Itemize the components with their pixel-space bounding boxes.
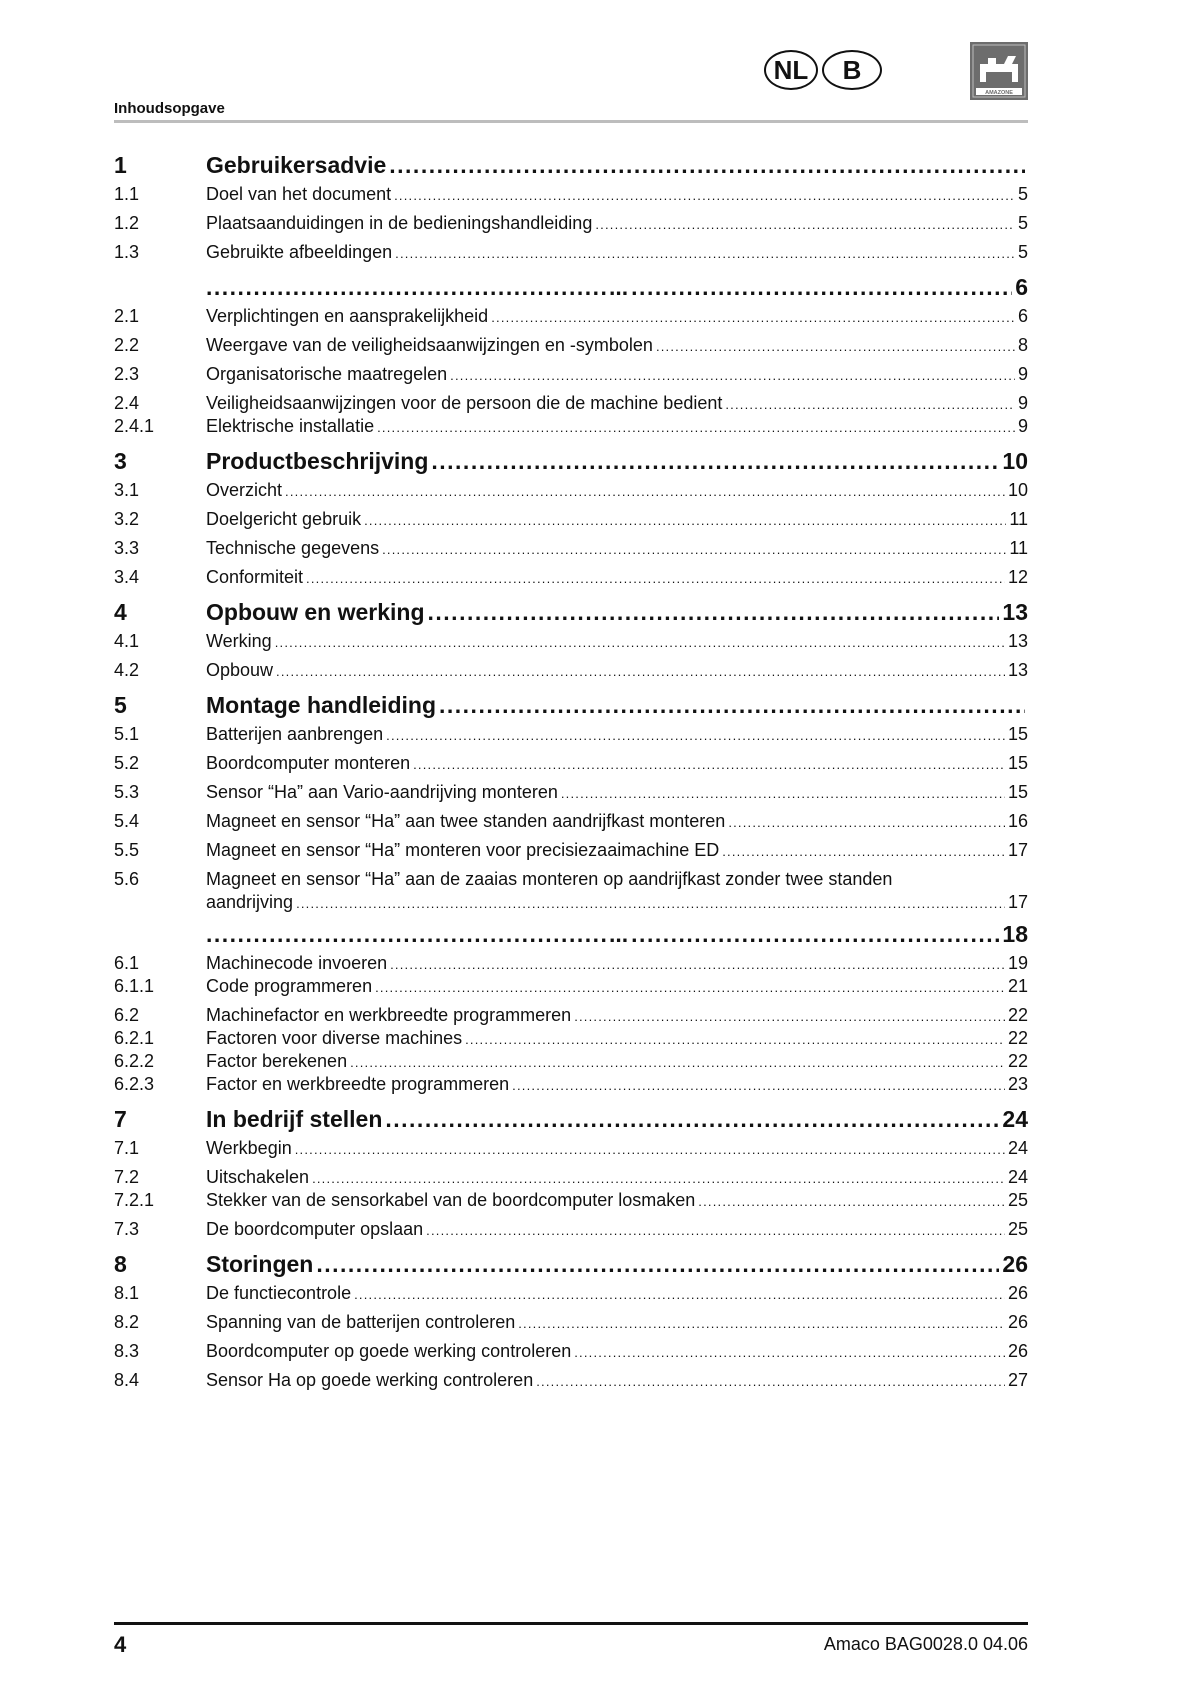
toc-entry[interactable]: [114, 1005, 1028, 1028]
toc-entry-number: 8: [114, 1251, 127, 1277]
toc-leader-dots: [574, 1345, 1005, 1360]
footer-page-number: 4: [114, 1632, 127, 1657]
toc-entry-title: Opbouw en werking: [206, 599, 425, 625]
toc-entry-page: 15: [1007, 782, 1028, 802]
toc-entry-page: 15: [1007, 724, 1028, 744]
logo-text: AMAZONE: [985, 90, 1013, 96]
toc-entry-title-continued: aandrijving: [206, 892, 294, 912]
toc-leader-dots: [394, 188, 1015, 203]
toc-chapter[interactable]: [114, 692, 1028, 724]
toc-entry-page: 26: [1007, 1312, 1028, 1332]
toc-entry[interactable]: [114, 1283, 1028, 1312]
toc-entry-title: Overzicht: [206, 480, 283, 500]
toc-entry-title: Magneet en sensor “Ha” aan de zaaias monteren op aandrijfkast zonder twee standen: [206, 869, 893, 889]
toc-leader-dots: [386, 728, 1005, 743]
toc-entry-number: 5.3: [114, 782, 140, 802]
toc-entry-page: 27: [1007, 1370, 1028, 1390]
toc-entry-page: 23: [1007, 1074, 1028, 1094]
toc-entry-page: 21: [1007, 976, 1028, 996]
toc-entry-page: 11: [1009, 538, 1028, 558]
toc-entry-title: Doel van het document: [206, 184, 392, 204]
toc-entry-title: Werkbegin: [206, 1138, 292, 1158]
toc-entry-page: 13: [1007, 631, 1028, 651]
toc-entry-number: 8.2: [114, 1312, 140, 1332]
toc-leader-dots: [350, 1055, 1005, 1070]
toc-entry-title: Technische gegevens: [206, 538, 380, 558]
toc-entry[interactable]: [114, 660, 1028, 689]
toc-entry-number: 2.3: [114, 364, 140, 384]
toc-leader-dots: [354, 1287, 1005, 1302]
toc-entry-page: 6: [1017, 306, 1028, 326]
toc-leader-dots: [595, 217, 1015, 232]
toc-entry-page: 9: [1017, 393, 1028, 413]
toc-leader-dots: [722, 844, 1005, 859]
toc-entry-title: Boordcomputer monteren: [206, 753, 411, 773]
toc-entry-title: Plaatsaanduidingen in de bedieningshandleiding: [206, 213, 593, 233]
toc-entry-number: 7.1: [114, 1138, 140, 1158]
toc-entry-number: 1.3: [114, 242, 140, 262]
toc-entry-page: 25: [1007, 1219, 1028, 1239]
toc-entry-page: 5: [1017, 213, 1028, 233]
toc-entry-title: Factor en werkbreedte programmeren: [206, 1074, 510, 1094]
toc-leader-dots: [296, 896, 1005, 911]
toc-leader-dots: [631, 274, 1012, 301]
toc-entry-number: 4.1: [114, 631, 140, 651]
toc-entry-title: Machinecode invoeren: [206, 953, 388, 973]
toc-entry[interactable]: [114, 1190, 1028, 1219]
toc-leader-dots: [385, 1106, 999, 1133]
toc-entry-title: De functiecontrole: [206, 1283, 352, 1303]
toc-entry-page: 5: [1017, 242, 1028, 262]
toc-leader-dots: [306, 571, 1005, 586]
toc-entry[interactable]: [114, 393, 1028, 416]
toc-entry-number: 5.4: [114, 811, 140, 831]
toc-entry-number: 3.4: [114, 567, 140, 587]
toc-entry[interactable]: [114, 364, 1028, 393]
toc-entry-number: 3.1: [114, 480, 140, 500]
toc-entry-number: 6.1.1: [114, 976, 155, 996]
toc-entry[interactable]: [114, 242, 1028, 271]
toc-entry[interactable]: [114, 869, 1028, 918]
toc-leader-dots: [698, 1194, 1005, 1209]
toc-leader-dots: [491, 310, 1015, 325]
toc-entry-page: 13: [1002, 599, 1028, 625]
toc-entry-page: 15: [1007, 753, 1028, 773]
toc-entry-page: 9: [1017, 416, 1028, 436]
toc-entry-title: Factoren voor diverse machines: [206, 1028, 463, 1048]
toc-entry-page: 18: [1002, 921, 1028, 947]
toc-leader-dots: [285, 484, 1005, 499]
toc-leader-dots: [431, 448, 999, 475]
toc-entry[interactable]: [114, 724, 1028, 753]
toc-entry-number: 8.3: [114, 1341, 140, 1361]
toc-chapter[interactable]: [114, 274, 1028, 306]
toc-entry-title: Factor berekenen: [206, 1051, 348, 1071]
toc-entry-title: Sensor Ha op goede werking controleren: [206, 1370, 534, 1390]
toc-entry-title: ...: [609, 921, 629, 947]
toc-entry[interactable]: [114, 213, 1028, 242]
toc-entry-title: Machinefactor en werkbreedte programmeren: [206, 1005, 572, 1025]
toc-leader-dots: [561, 786, 1005, 801]
toc-leader-dots: [725, 397, 1015, 412]
toc-entry-number: 7: [114, 1106, 127, 1132]
toc-entry-title: Spanning van de batterijen controleren: [206, 1312, 516, 1332]
toc-entry-number: 6.1: [114, 953, 140, 973]
lang-badge-nl: NL: [764, 50, 818, 90]
toc-entry-number: 3.3: [114, 538, 140, 558]
toc-entry-title: Productbeschrijving: [206, 448, 429, 474]
toc-entry-number: 5.1: [114, 724, 140, 744]
toc-entry[interactable]: [114, 1074, 1028, 1103]
toc-entry-page: 26: [1002, 1251, 1028, 1277]
toc-entry-page: 12: [1007, 567, 1028, 587]
header-rule: [114, 120, 1028, 123]
toc-chapter[interactable]: [114, 448, 1028, 480]
toc-entry-page: 22: [1007, 1028, 1028, 1048]
toc-entry[interactable]: [114, 1219, 1028, 1248]
toc-entry-number: 8.1: [114, 1283, 140, 1303]
toc-entry-page: 5: [1017, 184, 1028, 204]
toc-entry-title: Veiligheidsaanwijzingen voor de persoon die de machine bedient: [206, 393, 723, 413]
toc-entry-number: 1.2: [114, 213, 140, 233]
toc-entry-title: Verplichtingen en aansprakelijkheid: [206, 306, 489, 326]
amazone-logo-icon: [970, 42, 1028, 100]
toc-chapter[interactable]: [114, 1251, 1028, 1283]
toc-entry-page: 24: [1002, 1106, 1028, 1132]
toc-entry-number: 2.4.1: [114, 416, 155, 436]
toc-leader-dots: [428, 599, 1000, 626]
toc-entry[interactable]: [114, 1051, 1028, 1074]
toc-entry-title: Magneet en sensor “Ha” monteren voor precisiezaaimachine ED: [206, 840, 720, 860]
toc-chapter[interactable]: [114, 921, 1028, 953]
toc-entry-number: 1.1: [114, 184, 140, 204]
toc-entry-number: 1: [114, 152, 127, 178]
toc-chapter[interactable]: [114, 1106, 1028, 1138]
toc-entry-title: Uitschakelen: [206, 1167, 310, 1187]
toc-leader-dots: [413, 757, 1005, 772]
toc-entry-title: Gebruikte afbeeldingen: [206, 242, 393, 262]
toc-entry-title: ...: [609, 274, 629, 300]
toc-leader-dots: [395, 246, 1015, 261]
footer-document-reference: Amaco BAG0028.0 04.06: [823, 1634, 1028, 1654]
toc-leader-dots: [426, 1223, 1005, 1238]
toc-entry-title: Gebruikersadvie: [206, 152, 387, 178]
toc-entry-title: Batterijen aanbrengen: [206, 724, 384, 744]
toc-entry-title: Storingen: [206, 1251, 314, 1277]
toc-entry-title: Elektrische installatie: [206, 416, 375, 436]
language-badges: [764, 50, 882, 90]
toc-leader-dots: [574, 1009, 1005, 1024]
toc-entry-title: Sensor “Ha” aan Vario-aandrijving monteren: [206, 782, 558, 802]
toc-entry[interactable]: [114, 416, 1028, 445]
toc-leader-dots: [382, 542, 1006, 557]
toc-entry-page: 11: [1009, 509, 1028, 529]
toc-entry-title: Boordcomputer op goede werking controleren: [206, 1341, 572, 1361]
toc-entry[interactable]: [114, 1312, 1028, 1341]
toc-entry[interactable]: [114, 631, 1028, 660]
toc-entry-number: 6.2: [114, 1005, 140, 1025]
toc-entry-number: 2.1: [114, 306, 140, 326]
toc-entry-page: 9: [1017, 364, 1028, 384]
toc-leader-dots: [389, 152, 1025, 179]
toc-leader-dots: [450, 368, 1015, 383]
toc-leader-dots: [439, 692, 1025, 719]
toc-entry[interactable]: [114, 538, 1028, 567]
toc-leader-dots: [656, 339, 1015, 354]
toc-entry-title: Opbouw: [206, 660, 274, 680]
toc-entry-title: Weergave van de veiligheidsaanwijzingen en -symbolen: [206, 335, 653, 355]
toc-leader-dots: [536, 1374, 1005, 1389]
toc-entry-number: 2.2: [114, 335, 140, 355]
toc-entry-page: 8: [1017, 335, 1028, 355]
toc-entry-number: 5: [114, 692, 127, 718]
toc-entry-page: 26: [1007, 1283, 1028, 1303]
toc-entry[interactable]: [114, 335, 1028, 364]
toc-entry-number: 6.2.2: [114, 1051, 155, 1071]
toc-entry-number: 7.2: [114, 1167, 140, 1187]
toc-entry[interactable]: [114, 1370, 1028, 1399]
lang-badge-b: B: [822, 50, 882, 90]
toc-leader-dots: [295, 1142, 1005, 1157]
toc-entry-title: Code programmeren: [206, 976, 373, 996]
toc-leader-dots: [518, 1316, 1005, 1331]
toc-leader-dots: [276, 664, 1005, 679]
toc-entry-number: 4.2: [114, 660, 140, 680]
toc-entry-title: Organisatorische maatregelen: [206, 364, 448, 384]
toc-entry-number: 4: [114, 599, 127, 625]
toc-entry-number: 7.3: [114, 1219, 140, 1239]
toc-entry-number: 7.2.1: [114, 1190, 155, 1210]
toc-entry[interactable]: [114, 567, 1028, 596]
toc-entry-number: 3: [114, 448, 127, 474]
toc-leader-dots: [275, 635, 1005, 650]
toc-leader-dots: [390, 957, 1005, 972]
toc-leader-dots: [377, 420, 1015, 435]
toc-entry[interactable]: [114, 509, 1028, 538]
toc-entry-title: Montage handleiding: [206, 692, 436, 718]
toc-leader-dots: [375, 980, 1005, 995]
toc-entry-page: 10: [1007, 480, 1028, 500]
toc-entry[interactable]: [114, 306, 1028, 335]
table-of-contents: [114, 152, 1028, 1399]
footer-rule: [114, 1622, 1028, 1625]
toc-entry-number: 5.5: [114, 840, 140, 860]
toc-entry-page: 26: [1007, 1341, 1028, 1361]
toc-entry-number: 8.4: [114, 1370, 140, 1390]
toc-leader-dots: [728, 815, 1005, 830]
toc-chapter[interactable]: [114, 599, 1028, 631]
toc-entry[interactable]: [114, 1167, 1028, 1190]
toc-entry-page: 19: [1007, 953, 1028, 973]
toc-entry[interactable]: [114, 1138, 1028, 1167]
toc-chapter[interactable]: [114, 152, 1028, 184]
toc-entry-number: 3.2: [114, 509, 140, 529]
toc-entry-title: Magneet en sensor “Ha” aan twee standen aandrijfkast monteren: [206, 811, 726, 831]
toc-entry-title: Werking: [206, 631, 272, 651]
toc-entry-page: 17: [1007, 840, 1028, 860]
toc-entry[interactable]: [114, 976, 1028, 1005]
toc-leader-dots: [631, 921, 999, 948]
toc-leader-dots: [512, 1078, 1005, 1093]
toc-entry[interactable]: [114, 840, 1028, 869]
toc-entry-page: 6: [1015, 274, 1028, 300]
toc-entry-page: 24: [1007, 1138, 1028, 1158]
toc-entry-title: Doelgericht gebruik: [206, 509, 362, 529]
toc-leader-dots: [465, 1032, 1005, 1047]
toc-entry-title: In bedrijf stellen: [206, 1106, 383, 1132]
toc-entry-number: 6.2.1: [114, 1028, 155, 1048]
toc-leader-dots: [316, 1251, 999, 1278]
section-label: Inhoudsopgave: [114, 100, 225, 117]
toc-entry-number: 6.2.3: [114, 1074, 155, 1094]
toc-entry[interactable]: [114, 811, 1028, 840]
toc-entry-page: 24: [1007, 1167, 1028, 1187]
toc-leader-dots: [364, 513, 1006, 528]
toc-entry-page: 16: [1007, 811, 1028, 831]
toc-leader-dots: [312, 1171, 1005, 1186]
toc-entry[interactable]: [114, 480, 1028, 509]
toc-entry-number: 5.6: [114, 869, 140, 889]
toc-entry-number: 5.2: [114, 753, 140, 773]
toc-entry[interactable]: [114, 782, 1028, 811]
toc-entry[interactable]: [114, 1341, 1028, 1370]
toc-entry[interactable]: [114, 753, 1028, 782]
toc-entry-page: 22: [1007, 1005, 1028, 1025]
toc-entry-page: 22: [1007, 1051, 1028, 1071]
toc-entry-number: 2.4: [114, 393, 140, 413]
toc-entry-title: De boordcomputer opslaan: [206, 1219, 424, 1239]
toc-entry[interactable]: [114, 1028, 1028, 1051]
toc-entry-title: Conformiteit: [206, 567, 304, 587]
toc-entry-title: Stekker van de sensorkabel van de boordcomputer losmaken: [206, 1190, 696, 1210]
toc-entry-page: 10: [1002, 448, 1028, 474]
toc-entry-page: 13: [1007, 660, 1028, 680]
toc-entry-page: 17: [1007, 892, 1028, 912]
toc-entry[interactable]: [114, 953, 1028, 976]
toc-entry[interactable]: [114, 184, 1028, 213]
toc-entry-page: 25: [1007, 1190, 1028, 1210]
